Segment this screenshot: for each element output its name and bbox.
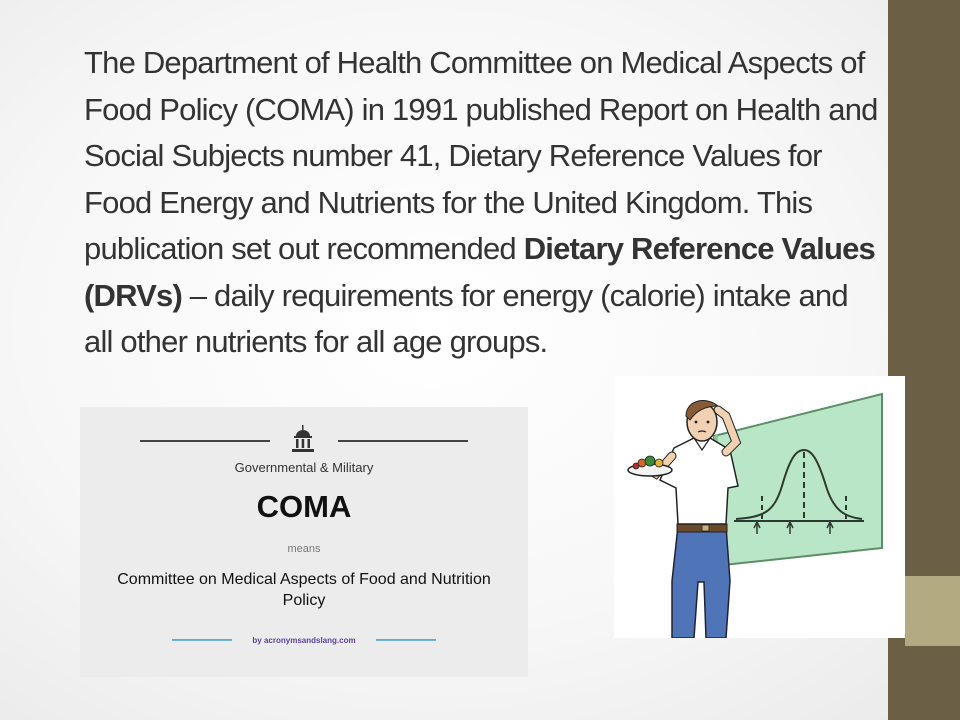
man-with-chart-illustration (614, 376, 905, 638)
man-with-chart-drawing (614, 376, 905, 638)
acronym-category: Governmental & Military (234, 460, 374, 475)
acronym-expansion: Committee on Medical Aspects of Food and Nutrition Policy (117, 571, 491, 609)
card-rule-right (338, 440, 468, 442)
body-text-bold-drvs: Dietary Reference Values (DRVs) (84, 231, 875, 313)
card-rule-left (140, 440, 270, 442)
government-building-icon (288, 425, 318, 453)
source-rule-right (376, 639, 436, 641)
right-accent-block (905, 576, 960, 646)
slide-body-text (84, 40, 884, 366)
source-credit: by acronymsandslang.com (252, 636, 356, 645)
means-label: means (287, 543, 321, 555)
chart-board (714, 394, 882, 566)
coma-acronym-card (80, 407, 528, 677)
body-text-part-1: The Department of Health Committee on Medical Aspects of Food Policy (COMA) in 1991 published Report on Health and Social Subjects number 41, Dietary Reference Values for Food Energy and Nutrients for the United Kingdom. This publication set out recommended (84, 45, 878, 266)
acronym-title: COMA (256, 489, 352, 524)
body-text-part-3: – daily requirements for energy (calorie) intake and all other nutrients for all age groups. (84, 277, 848, 359)
